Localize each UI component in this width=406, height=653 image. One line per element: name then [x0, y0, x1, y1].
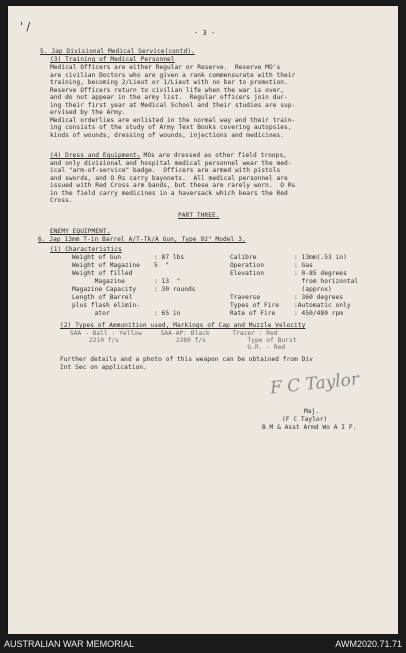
item-3-line: Medical Officers are either Regular or Reserve. Reserve MO's — [50, 64, 281, 71]
item-4-line: ical "arm-of-service" badge. Officers are armed with pistols — [50, 167, 281, 174]
item-4-line: and swords, and O Rs carry bayonets. All medical personnel are — [50, 174, 288, 182]
item-3-line: Medical orderlies are enlisted in the normal way and their train- — [50, 116, 296, 124]
spec-label: Weight of Magazine — [72, 262, 140, 269]
spec-value: : 13mm(.53 in) — [294, 254, 347, 261]
spec-label: Calibre — [230, 254, 257, 261]
archive-footer — [0, 634, 406, 653]
further-details-line: Further details and a photo of this weapon can be obtained from Div — [60, 356, 313, 363]
signature-rank: Maj. — [304, 408, 320, 415]
page-number: - 3 - — [194, 29, 216, 37]
spec-label: Types of Fire — [230, 302, 280, 309]
item-3-line: and do not appear in the army list. Regular officers join dur- — [50, 94, 288, 101]
item-3-line: ervised by the Army. — [50, 109, 126, 116]
section-6-heading: 6. Jap 13mm T-in Barrel A/T-Tk/A Gun, Type 92" Model 3. — [38, 236, 246, 243]
spec-label: Operation — [230, 262, 264, 269]
spec-label: plus flash elimin- — [72, 302, 140, 309]
item-2-heading: (2) Types of Ammunition used, Markings of Cap and Muzzle Velocity — [60, 322, 306, 329]
item-3-line: training, becoming 2/Lieut or 1/Lieut with no bar to promotion. — [50, 79, 288, 86]
spec-label: Weight of Gun — [72, 254, 122, 261]
spec-label: Traverse — [230, 294, 261, 301]
handwritten-signature: F C Taylor — [269, 369, 360, 399]
item-4-line: in the field carry medicines in a haversack which bears the Red — [50, 189, 288, 197]
spec-label: ator — [72, 310, 110, 317]
spec-label: Weight of filled — [72, 270, 133, 277]
spec-value: : 87 lbs — [154, 254, 185, 261]
spec-value: : 450/480 rpm — [294, 310, 344, 317]
spec-value: : Gas — [294, 262, 313, 269]
signature-title: B M & Asst Armd Wo A I F. — [262, 424, 357, 431]
item-3-line: ing their first year at Medical School and their studies are sup- — [50, 101, 296, 109]
signature-name: (F C Taylor) — [282, 416, 328, 423]
enemy-equipment-heading: ENEMY EQUIPMENT. — [50, 228, 111, 235]
spec-value: 5 " — [154, 262, 170, 269]
spec-label: Elevation — [230, 270, 264, 277]
ammo-line: SAA - Ball : Yellow SAA-AP: Black Tracer : Red — [70, 330, 278, 337]
spec-value: : 65 in — [154, 310, 181, 317]
spec-value: (approx) — [294, 286, 332, 293]
spec-label: Length of Barrel — [72, 294, 133, 301]
item-4-line: and only divisional and hospital medical personnel wear the med- — [50, 159, 292, 167]
document-page — [8, 6, 398, 634]
item-3-line: are civilian Doctors who are given a rank commensurate with their — [50, 71, 296, 79]
item-4-heading: (4) Dress and Equipment. — [50, 152, 141, 159]
spec-value: : 30 rounds — [154, 286, 196, 293]
section-5-heading: 5. Jap Divisional Medical Service(contd). — [40, 48, 195, 55]
part-three-heading: PART THREE. — [178, 212, 220, 219]
item-3-line: Reserve Officers return to civilian life when the war is over, — [50, 86, 285, 94]
footer-institution: AUSTRALIAN WAR MEMORIAL — [4, 639, 135, 649]
item-4-line: Cross. — [50, 197, 73, 204]
spec-value: : 360 degrees — [294, 294, 344, 301]
spec-value: from horizontal — [294, 278, 359, 285]
ammo-line: G.R. - Red — [70, 344, 286, 351]
item-1-heading: (1) Characteristics — [50, 246, 122, 253]
spec-label: Rate of Fire — [230, 310, 276, 317]
spec-label: Magazine — [72, 278, 125, 285]
item-3-heading: (3) Training of Medical Personnel — [50, 56, 175, 63]
ammo-line: 2210 f/s 2380 f/s Type of Burst — [70, 337, 297, 344]
spec-value: : 0-85 degrees — [294, 270, 347, 277]
item-3-line: ing consists of the study of Army Text Books covering autopsies, — [50, 124, 292, 131]
item-4-line: - MOs are dressed as other field troops, — [136, 152, 288, 159]
spec-value: :Automatic only — [294, 302, 351, 309]
item-3-line: kinds of wounds, dressing of wounds, injections and medicines. — [50, 131, 285, 139]
footer-record-id: AWM2020.71.71 — [335, 639, 402, 649]
spec-label: Magazine Capacity — [72, 286, 137, 293]
further-details-line: Int Sec on application. — [60, 364, 147, 371]
item-4-line: issued with Red Cross arm bands, but these are rarely worn. O Rs — [50, 182, 296, 189]
spec-value: : 13 " — [154, 278, 181, 285]
margin-mark: ' / — [20, 20, 31, 33]
